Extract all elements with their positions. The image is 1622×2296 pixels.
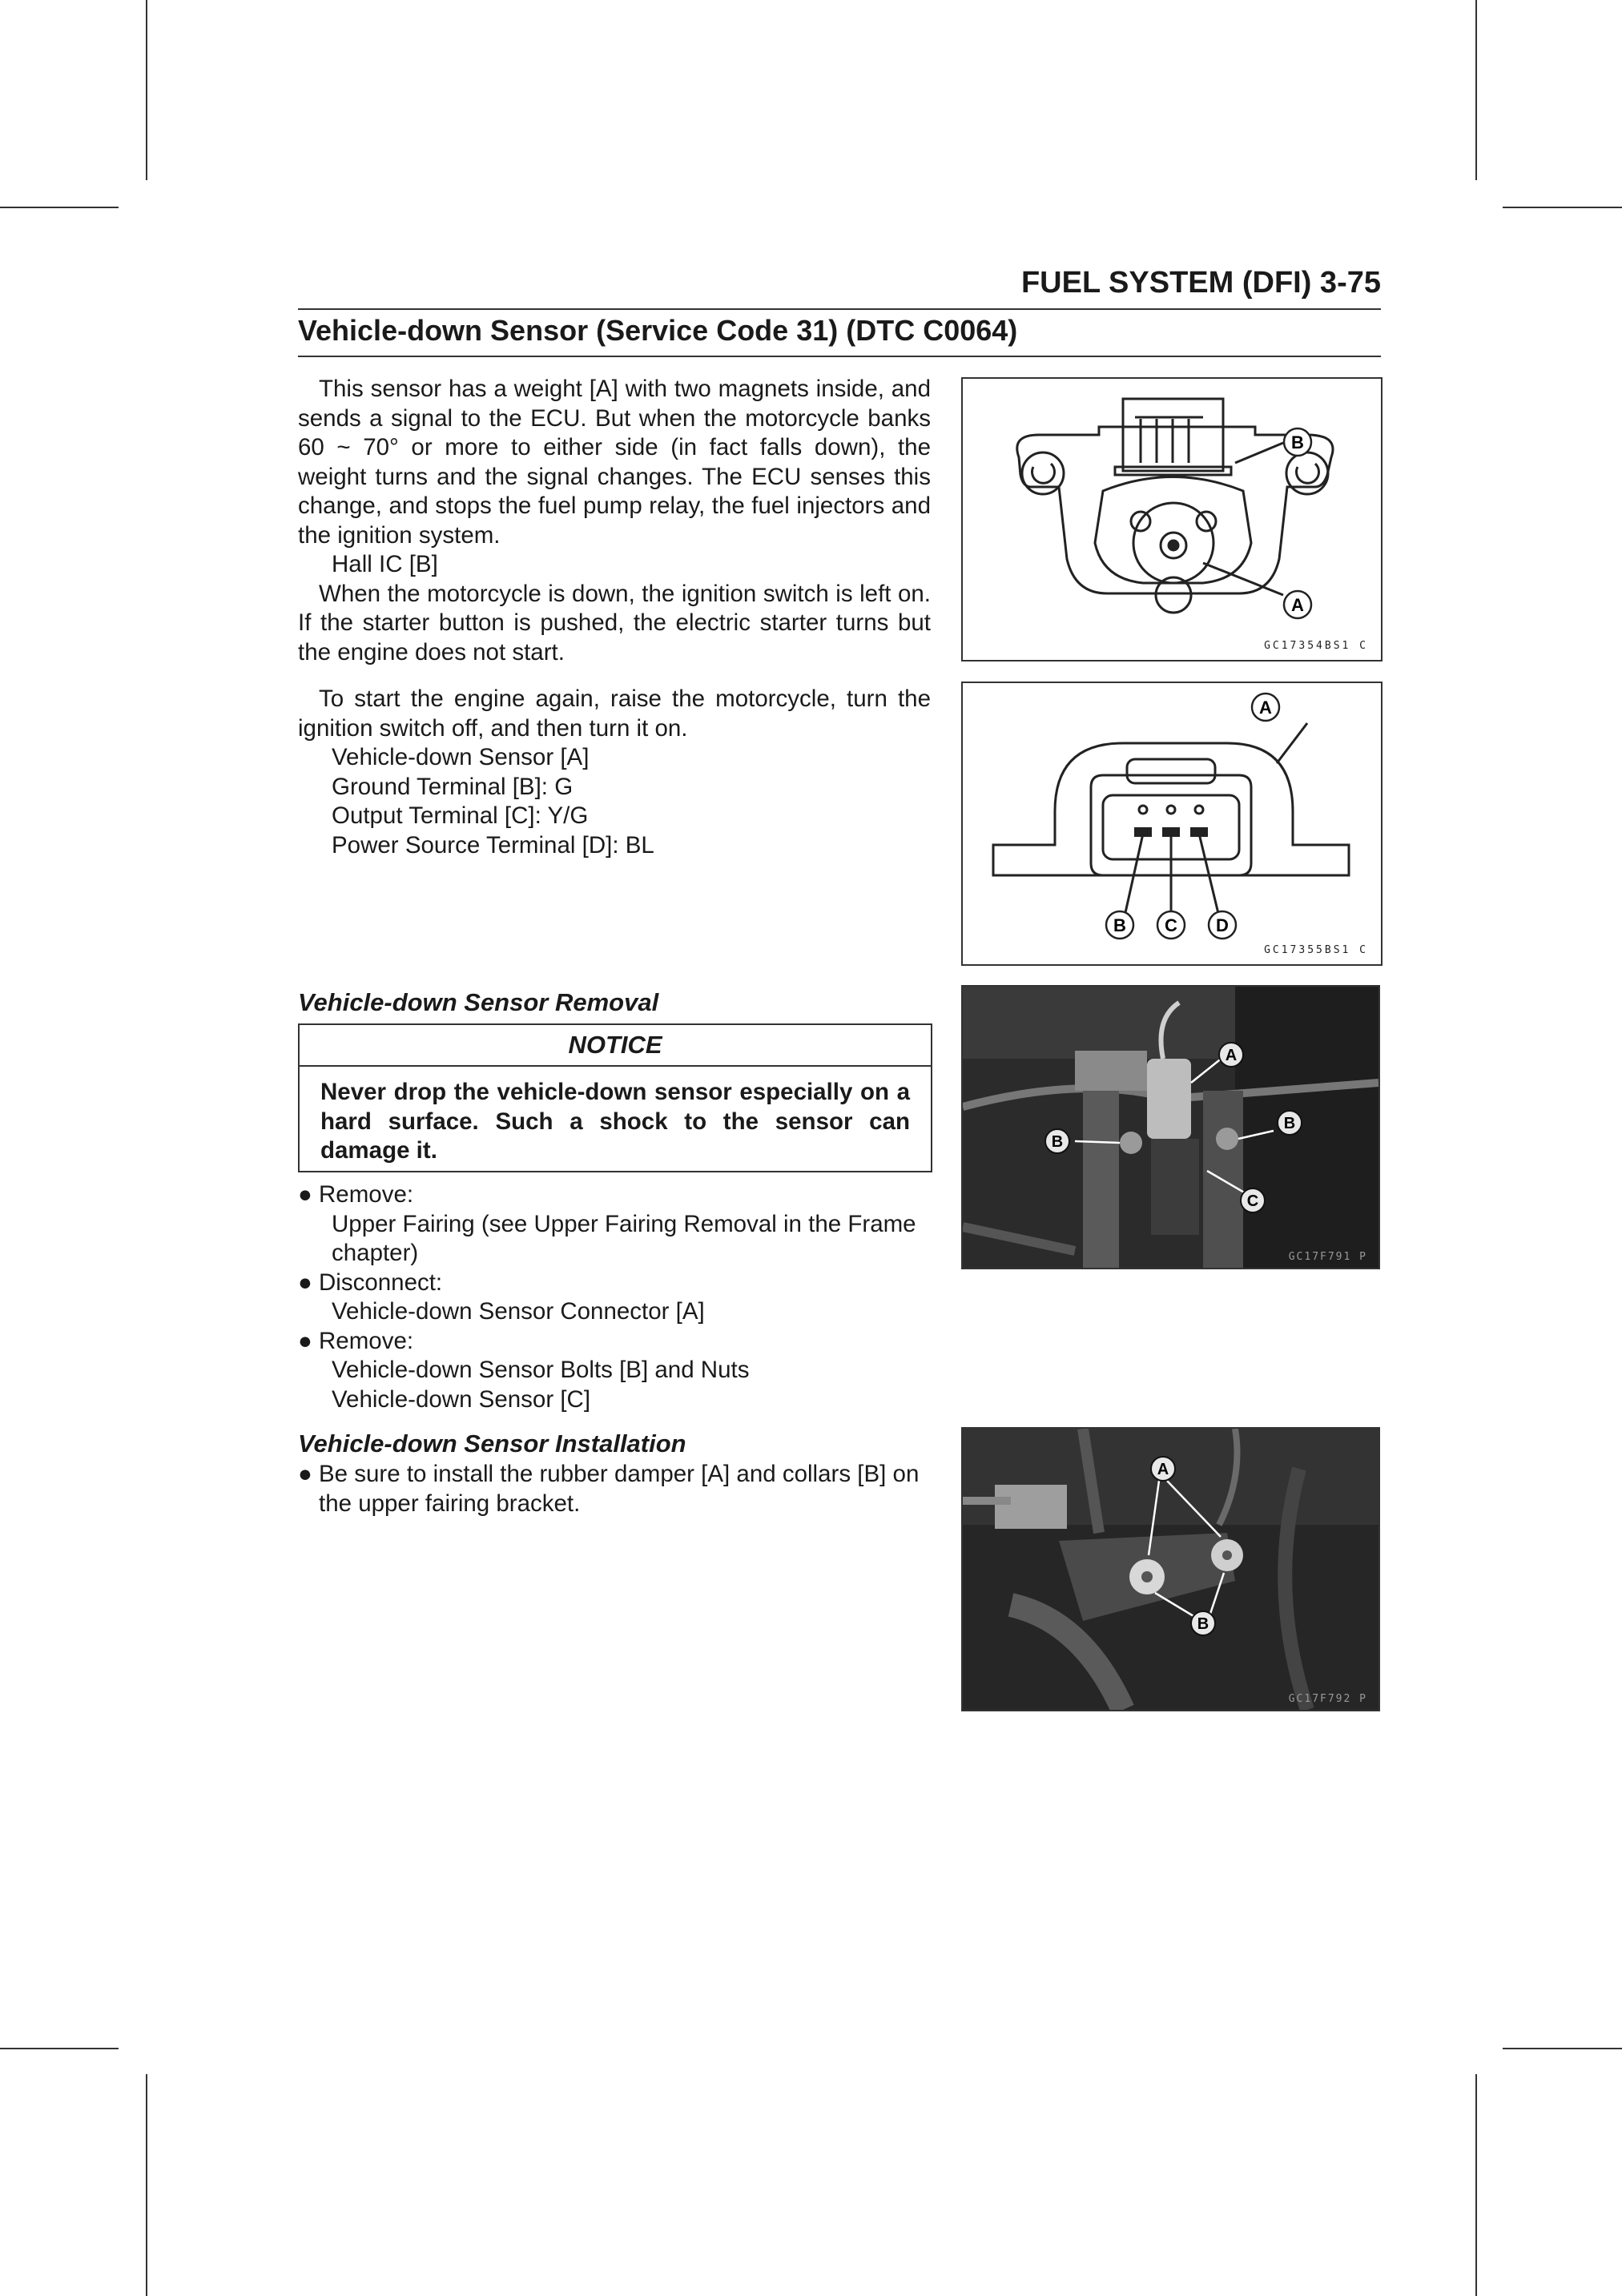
legend-item: Vehicle-down Sensor [A] <box>332 744 590 770</box>
callout-label: A <box>1259 698 1272 718</box>
bullet-dot-icon: ● <box>298 1181 312 1208</box>
callout-D <box>1209 911 1236 939</box>
crop-mark <box>1503 2048 1622 2049</box>
callout-label: B <box>1283 1115 1296 1132</box>
callout-label: D <box>1216 915 1229 935</box>
step-item: Vehicle-down Sensor [C] <box>332 1385 591 1413</box>
callout-B <box>1045 1129 1069 1153</box>
intro-paragraph-2: When the motorcycle is down, the ignition switch is left on. If the starter button is pushed, the electric starter turns but the engine does not start. <box>298 580 931 665</box>
crop-mark <box>1475 2074 1477 2296</box>
crop-mark <box>0 2048 119 2049</box>
figure-code: GC17F791 P <box>1288 1251 1367 1263</box>
step-item: Upper Fairing (see Upper Fairing Removal in the Frame chapter) <box>332 1210 916 1266</box>
connector-diagram <box>963 683 1381 964</box>
callout-label: A <box>1291 595 1304 615</box>
callout-label: B <box>1113 915 1126 935</box>
step-item: Vehicle-down Sensor Bolts [B] and Nuts <box>332 1357 750 1383</box>
step-bullet <box>298 1180 931 1210</box>
callout-A <box>1284 591 1311 618</box>
callout-C <box>1241 1188 1265 1212</box>
hall-ic-label: Hall IC [B] <box>332 551 438 577</box>
notice-box <box>298 1023 932 1172</box>
callout-C <box>1157 911 1185 939</box>
callout-B <box>1278 1111 1302 1135</box>
legend-item: Power Source Terminal [D]: BL <box>332 831 654 858</box>
crop-mark <box>1503 207 1622 208</box>
header-rule <box>298 308 1381 310</box>
sensor-diagram <box>963 379 1381 660</box>
step-label: Be sure to install the rubber damper [A] and collars [B] on the upper fairing bracket. <box>319 1461 920 1517</box>
callout-B <box>1191 1611 1215 1635</box>
removal-photo-figure <box>961 985 1380 1269</box>
step-bullet <box>298 1327 931 1357</box>
callout-label: C <box>1165 915 1177 935</box>
crop-mark <box>0 207 119 208</box>
crop-mark <box>146 2074 147 2296</box>
removal-steps <box>298 1180 931 1414</box>
restart-paragraph: To start the engine again, raise the motorcycle, turn the ignition switch off, and then turn it on. <box>298 686 931 742</box>
removal-title: Vehicle-down Sensor Removal <box>298 988 659 1016</box>
crop-mark <box>1475 0 1477 180</box>
restart-block <box>298 685 931 860</box>
figure-code: GC17354BS1 C <box>1264 640 1368 652</box>
notice-title: NOTICE <box>300 1025 931 1067</box>
step-label: Remove: <box>319 1327 414 1354</box>
callout-A <box>1151 1457 1175 1481</box>
bullet-dot-icon: ● <box>298 1461 312 1487</box>
installation-photo-figure <box>961 1427 1380 1711</box>
callout-B <box>1106 911 1133 939</box>
legend-item: Output Terminal [C]: Y/G <box>332 802 589 829</box>
removal-photo <box>963 987 1378 1268</box>
bullet-dot-icon: ● <box>298 1269 312 1296</box>
page-header: FUEL SYSTEM (DFI) 3-75 <box>1020 266 1381 300</box>
step-bullet <box>298 1460 931 1518</box>
crop-mark <box>146 0 147 180</box>
section-title: Vehicle-down Sensor (Service Code 31) (DTC C0064) <box>298 314 1018 347</box>
installation-photo <box>963 1429 1378 1710</box>
connector-diagram-figure <box>961 682 1383 966</box>
step-label: Remove: <box>319 1181 414 1208</box>
intro-block <box>298 375 931 667</box>
legend-item: Ground Terminal [B]: G <box>332 773 574 800</box>
callout-label: A <box>1225 1047 1238 1064</box>
sensor-diagram-figure <box>961 377 1383 661</box>
callout-A <box>1252 694 1279 721</box>
step-label: Disconnect: <box>319 1269 443 1296</box>
installation-title: Vehicle-down Sensor Installation <box>298 1429 686 1458</box>
step-bullet <box>298 1269 931 1298</box>
installation-steps <box>298 1460 931 1518</box>
step-item: Vehicle-down Sensor Connector [A] <box>332 1298 705 1325</box>
callout-label: A <box>1157 1461 1169 1478</box>
notice-text: Never drop the vehicle-down sensor especially on a hard surface. Such a shock to the sensor can damage it. <box>320 1079 910 1164</box>
bullet-dot-icon: ● <box>298 1327 312 1354</box>
callout-label: B <box>1291 432 1304 452</box>
callout-B <box>1284 428 1311 456</box>
callout-label: C <box>1246 1192 1259 1210</box>
figure-code: GC17F792 P <box>1288 1693 1367 1705</box>
figure-code: GC17355BS1 C <box>1264 944 1368 956</box>
callout-label: B <box>1197 1615 1209 1633</box>
callout-A <box>1219 1043 1243 1067</box>
section-rule <box>298 356 1381 357</box>
callout-label: B <box>1051 1133 1064 1151</box>
intro-paragraph-1: This sensor has a weight [A] with two magnets inside, and sends a signal to the ECU. But when the motorcycle banks 60 ~ 70° or more to either side (in fact falls down), the weight turns and the signal changes. The ECU senses this change, and stops the fuel pump relay, the fuel injectors and the ignition system. <box>298 376 931 549</box>
